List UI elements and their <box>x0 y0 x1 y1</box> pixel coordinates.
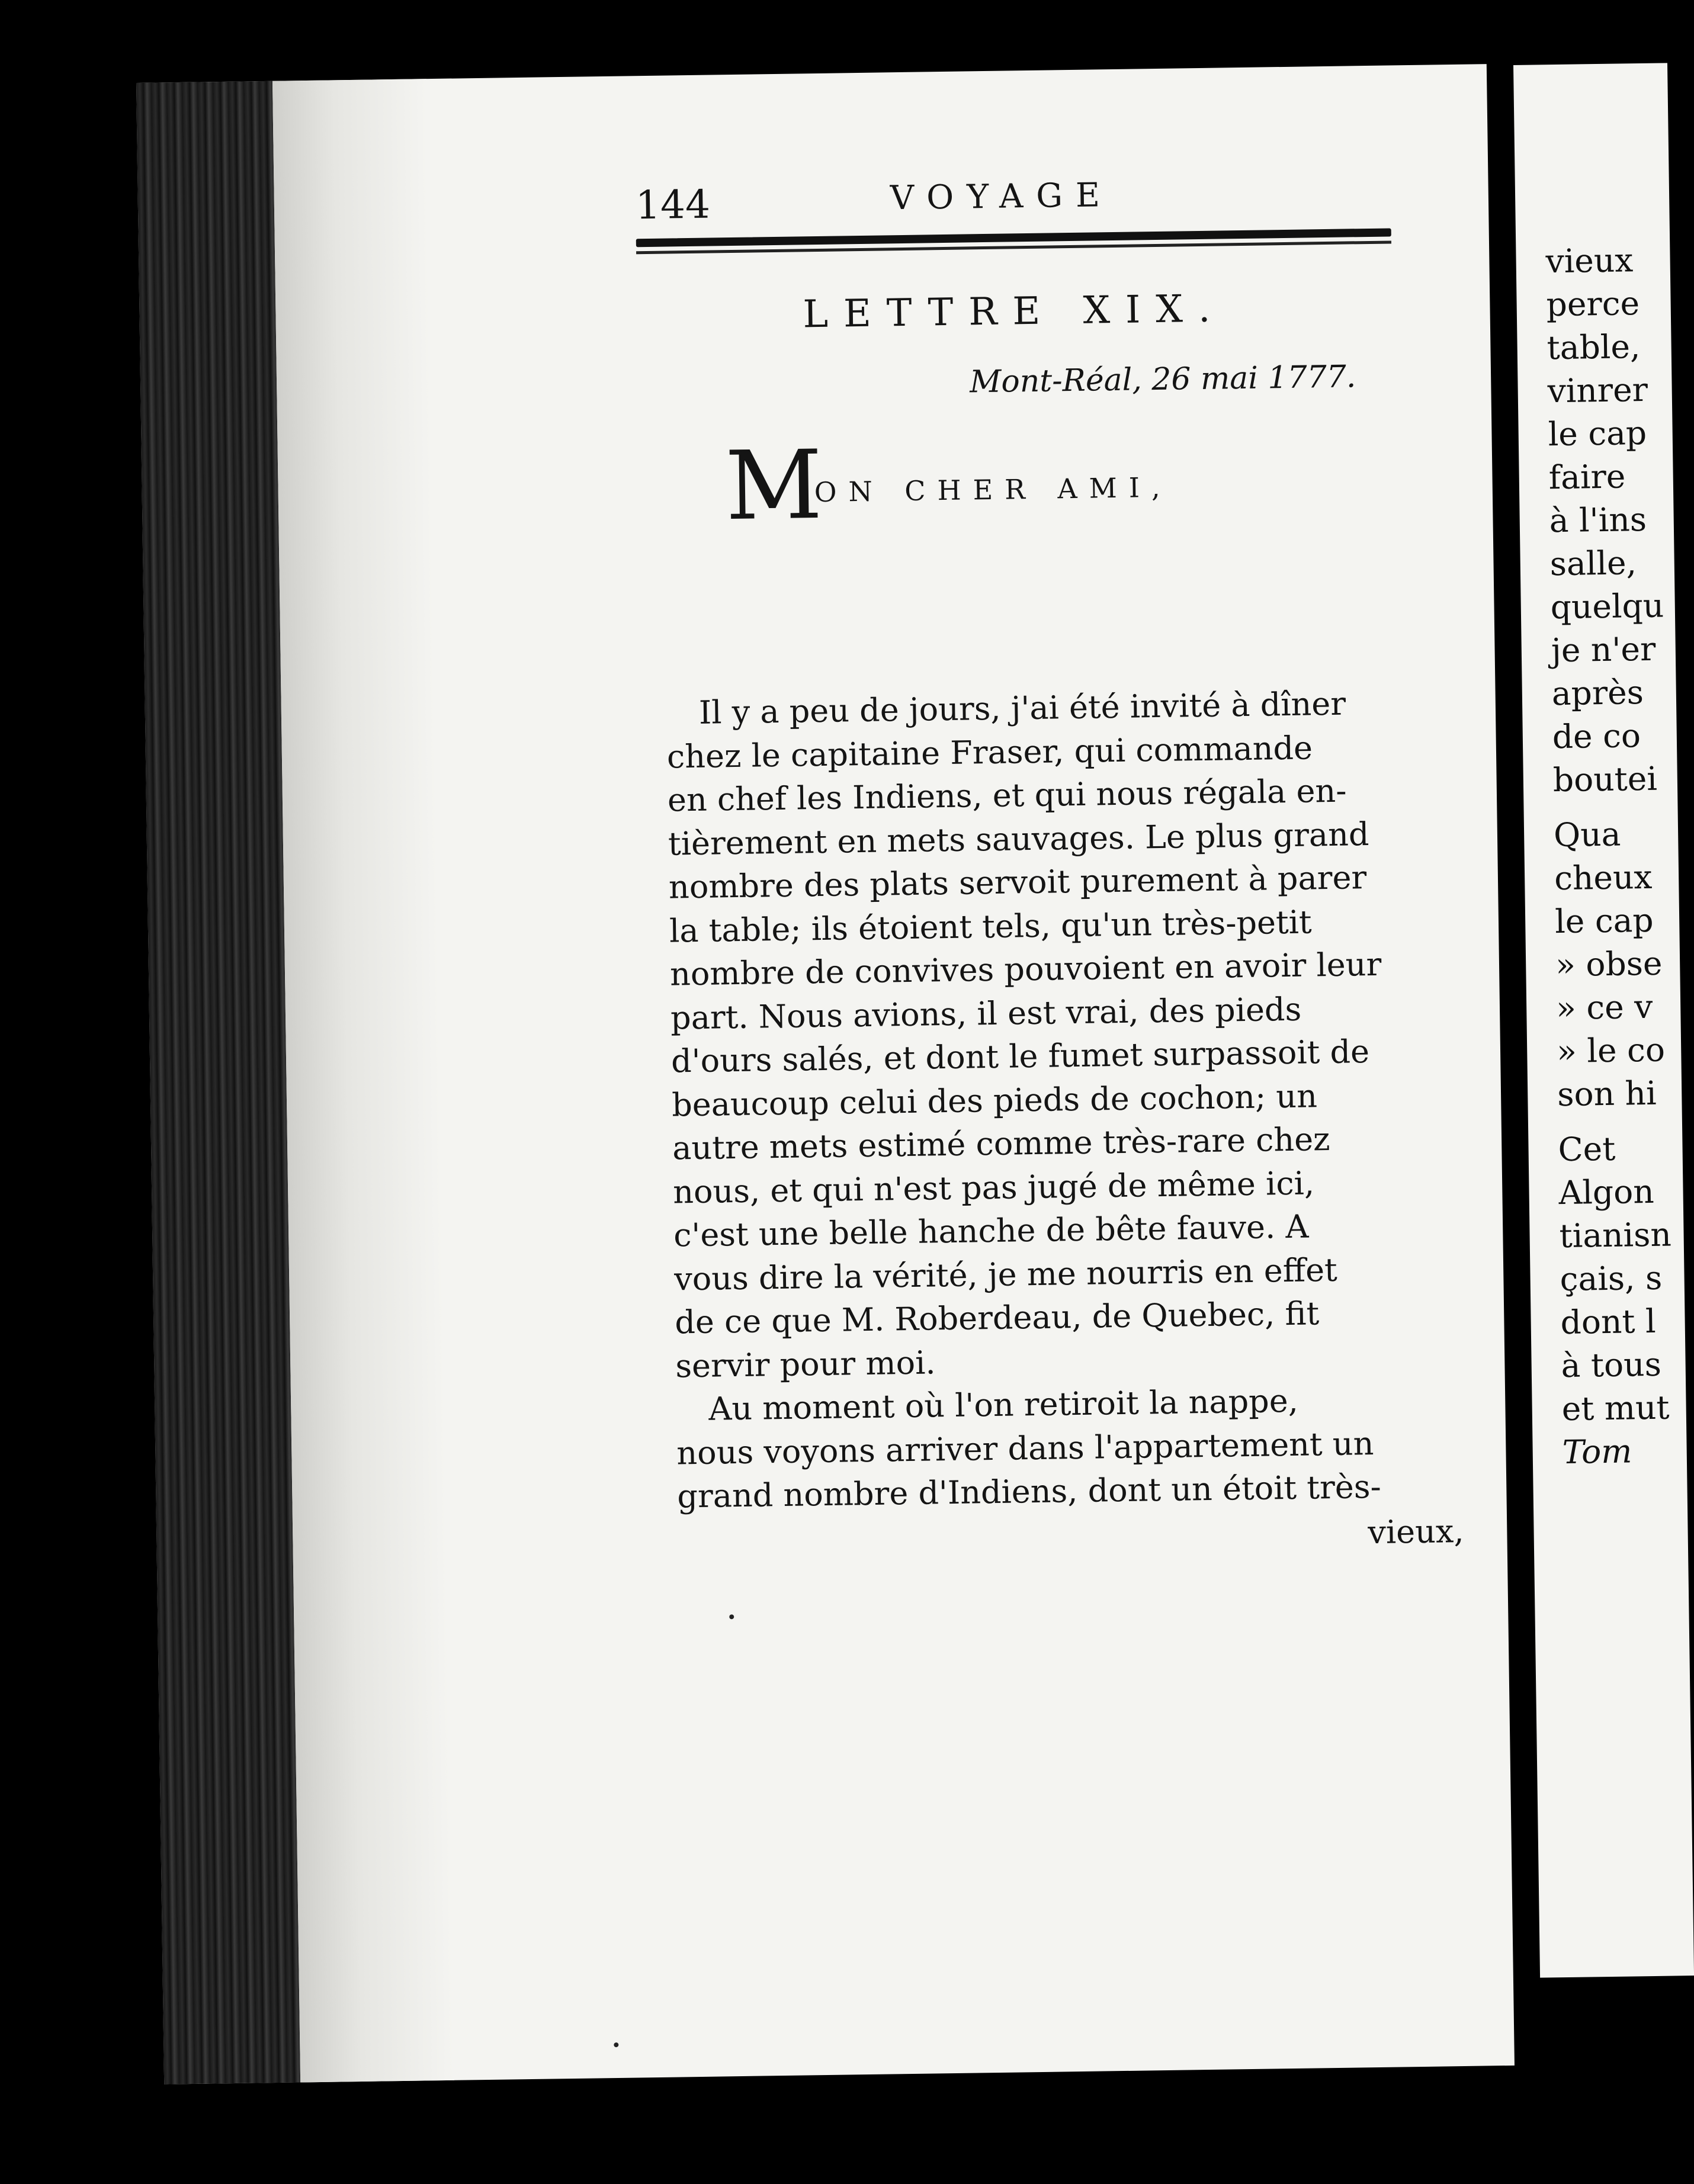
body-line: vous dire la vérité, je me nourris en effet <box>673 1251 1338 1298</box>
facing-page-line: çais, s <box>1560 1258 1663 1299</box>
page-fore-edge <box>136 81 300 2085</box>
facing-page-text <box>1513 63 1672 1472</box>
body-line: Au moment où l'on retiroit la nappe, <box>708 1382 1299 1428</box>
facing-page-line: après <box>1551 673 1644 713</box>
facing-page-line: à tous <box>1561 1345 1662 1385</box>
body-line: la table; ils étoient tels, qu'un très-petit <box>669 902 1313 950</box>
body-line: c'est une belle hanche de bête fauve. A <box>673 1207 1309 1254</box>
body-line: servir pour moi. <box>675 1343 936 1385</box>
left-page <box>136 64 1515 2085</box>
salutation-initial: M <box>724 429 823 542</box>
dateline: Mont-Réal, 26 mai 1777. <box>969 359 1356 400</box>
facing-page-line: de co <box>1552 717 1641 756</box>
facing-page-line: salle, <box>1549 544 1637 583</box>
body-line: en chef les Indiens, et qui nous régala en- <box>667 772 1347 819</box>
running-head: VOYAGE <box>890 176 1114 218</box>
body-line: beaucoup celui des pieds de cochon; un <box>671 1077 1318 1124</box>
body-line: autre mets estimé comme très-rare chez <box>672 1120 1330 1167</box>
facing-page-line: table, <box>1547 327 1641 367</box>
facing-page-line: cheux <box>1554 857 1653 898</box>
facing-page-line: boutei <box>1552 759 1658 799</box>
facing-page-line: Algon <box>1558 1172 1655 1212</box>
facing-page-line: Tom <box>1562 1432 1632 1472</box>
facing-page-line: Qua <box>1553 815 1621 855</box>
body-line: tièrement en mets sauvages. Le plus grand <box>668 815 1369 863</box>
facing-page-line: » le co <box>1556 1030 1666 1071</box>
facing-page-line: quelqu <box>1550 586 1664 627</box>
facing-page-line: le cap <box>1554 901 1654 941</box>
facing-page-line: je n'er <box>1551 629 1656 670</box>
facing-page-line: tianisn <box>1559 1215 1672 1255</box>
facing-page-line: vieux <box>1545 241 1634 281</box>
salutation: ON CHER AMI, <box>814 471 1172 509</box>
body-line: d'ours salés, et dont le fumet surpassoit de <box>670 1033 1370 1080</box>
facing-page-line: à l'ins <box>1549 500 1647 540</box>
facing-page-line: dont l <box>1560 1302 1657 1342</box>
facing-page-line: perce <box>1546 284 1640 324</box>
body-line: nombre de convives pouvoient en avoir leur <box>669 945 1382 993</box>
page-number: 144 <box>635 181 711 229</box>
facing-page-line: et mut <box>1561 1388 1670 1428</box>
facing-page-line: son hi <box>1557 1074 1657 1114</box>
body-line: part. Nous avions, il est vrai, des pieds <box>670 990 1302 1037</box>
body-line: nombre des plats servoit purement à parer <box>668 859 1367 906</box>
facing-page-line: vinrer <box>1547 370 1648 410</box>
body-line: chez le capitaine Fraser, qui commande <box>666 728 1313 776</box>
body-line: Il y a peu de jours, j'ai été invité à dîner <box>698 685 1346 731</box>
letter-title: LETTRE XIX. <box>803 287 1226 337</box>
catchword: vieux, <box>1367 1512 1464 1552</box>
facing-page-line: » ce v <box>1555 987 1653 1027</box>
facing-page-line: le cap <box>1548 413 1647 454</box>
body-line: grand nombre d'Indiens, dont un étoit très- <box>676 1467 1382 1515</box>
facing-page-line: Cet <box>1558 1129 1616 1169</box>
facing-page-line: » obse <box>1555 944 1663 984</box>
ink-speck <box>729 1614 734 1619</box>
body-line: nous, et qui n'est pas jugé de même ici, <box>672 1164 1315 1211</box>
page-gutter-shadow <box>272 79 454 2082</box>
facing-page-edge <box>1513 63 1694 1977</box>
body-line: nous voyons arriver dans l'appartement un <box>676 1424 1374 1472</box>
body-line: de ce que M. Roberdeau, de Quebec, fit <box>674 1295 1320 1341</box>
ink-speck <box>614 2042 618 2047</box>
facing-page-line: faire <box>1548 457 1626 497</box>
